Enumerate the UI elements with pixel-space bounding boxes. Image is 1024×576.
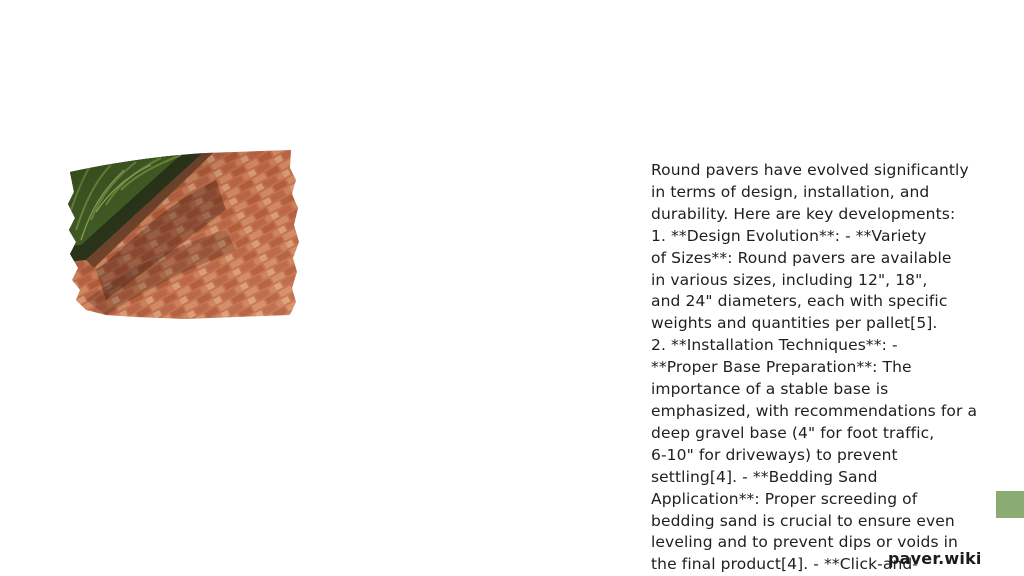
article-line: **Proper Base Preparation**: The [651,358,912,377]
accent-square [996,491,1024,518]
article-line: durability. Here are key developments: [651,204,956,223]
brick-paver-photo [66,150,302,320]
article-line: bedding sand is crucial to ensure even [651,511,955,530]
article-line: emphasized, with recommendations for a [651,401,978,420]
article-line: in various sizes, including 12", 18", [651,270,928,289]
article-line: the final product[4]. - **Click-and- [651,555,919,574]
article-line: in terms of design, installation, and [651,182,930,201]
article-line: 1. **Design Evolution**: - **Variety [651,226,927,245]
article-line: importance of a stable base is [651,380,889,399]
article-line: Round pavers have evolved significantly [651,161,969,179]
article-line: Application**: Proper screeding of [651,489,918,508]
article-line: deep gravel base (4" for foot traffic, [651,423,935,442]
article-line: 6-10" for driveways) to prevent [651,445,898,464]
brand-watermark: paver.wiki [888,549,982,568]
article-line: 2. **Installation Techniques**: - [651,336,898,355]
article-line: weights and quantities per pallet[5]. [651,314,938,333]
article-line: and 24" diameters, each with specific [651,292,948,311]
article-line: of Sizes**: Round pavers are available [651,248,952,267]
article-text [651,160,981,576]
article-line: leveling and to prevent dips or voids in [651,533,958,552]
article-line: settling[4]. - **Bedding Sand [651,467,878,486]
